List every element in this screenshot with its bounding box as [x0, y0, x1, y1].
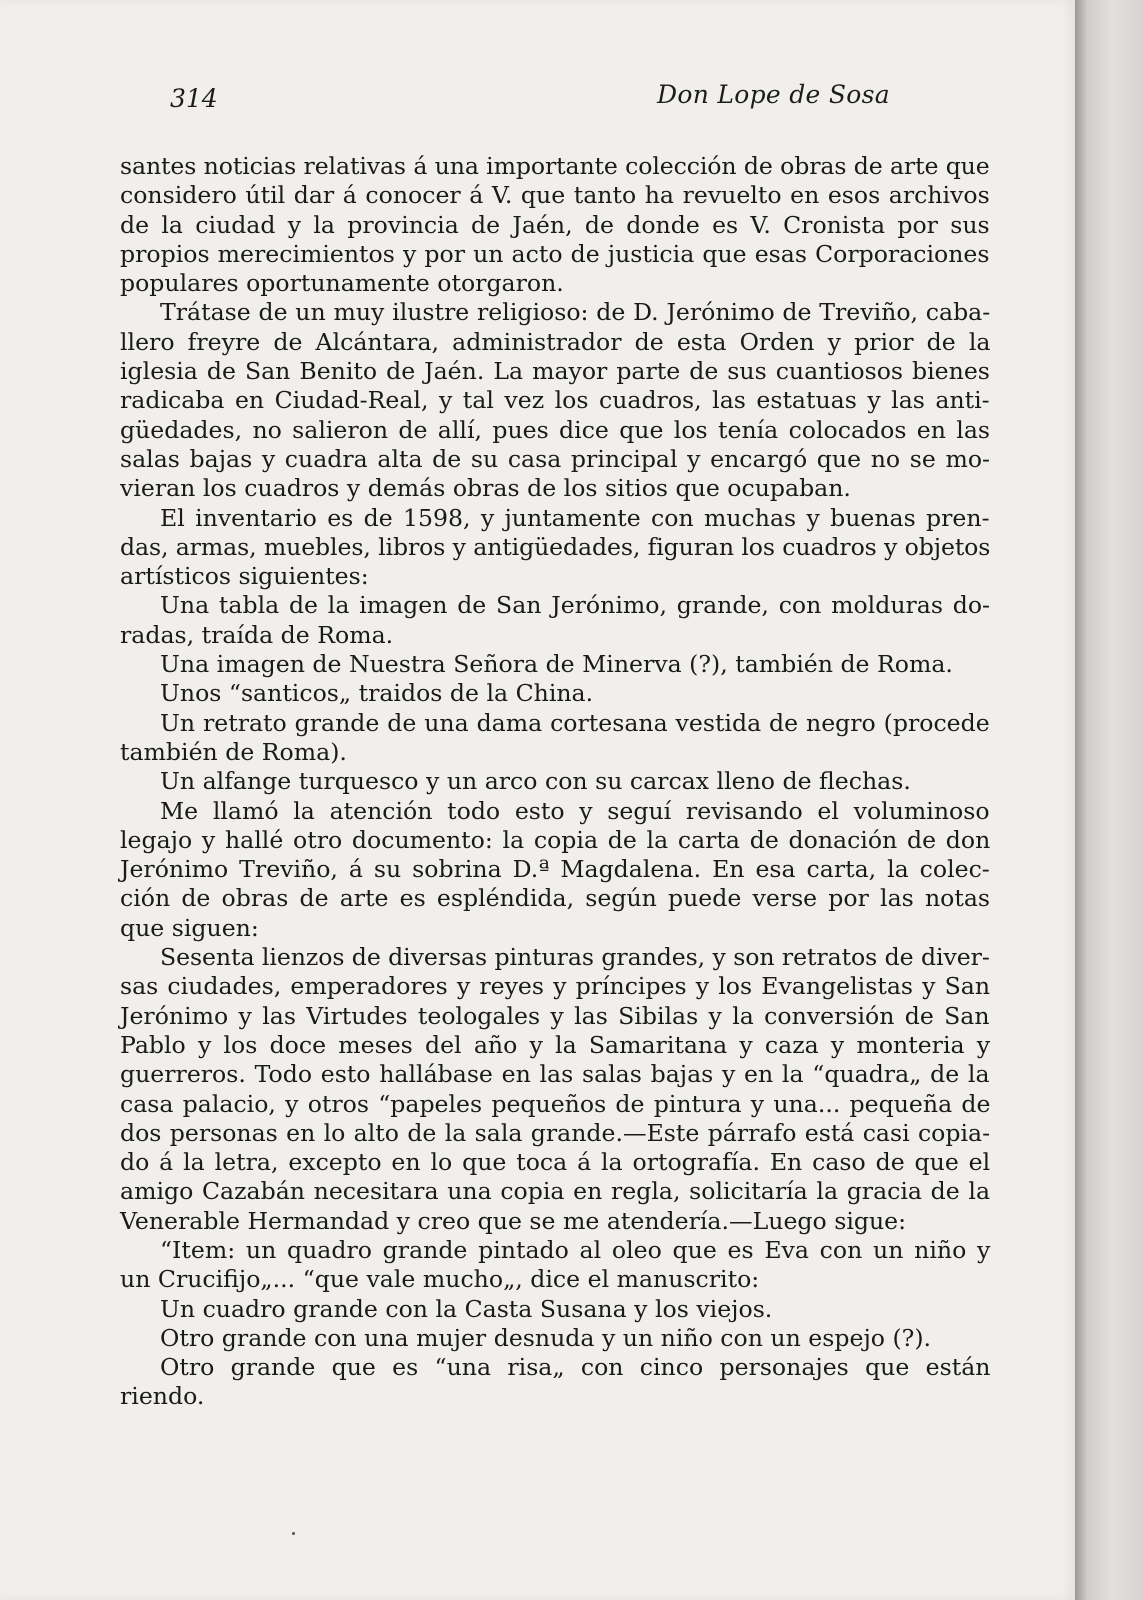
paragraph-start-line: Un cuadro grande con la Casta Susana y los viejos. — [160, 1294, 773, 1323]
page-number: 314 — [170, 84, 218, 113]
text-line: considero útil dar á conocer á V. que tanto ha revuelto en esos archivos — [120, 181, 990, 210]
paragraph-start-line: Un alfange turquesco y un arco con su carcax lleno de flechas. — [160, 767, 911, 796]
text-line: Pablo y los doce meses del año y la Samaritana y caza y monteria y — [120, 1030, 991, 1059]
text-line: que siguen: — [120, 913, 259, 942]
text-line: guerreros. Todo esto hallábase en las salas bajas y en la “quadra„ de la — [120, 1060, 990, 1089]
text-line: riendo. — [120, 1382, 205, 1411]
text-line: Jerónimo y las Virtudes teologales y las Sibilas y la conversión de San — [120, 1001, 990, 1030]
text-line: santes noticias relativas á una importante colección de obras de arte que — [120, 152, 990, 180]
paragraph-start-line: Una imagen de Nuestra Señora de Minerva (?), también de Roma. — [160, 650, 953, 679]
paragraph-start-line: Otro grande que es “una risa„ con cinco personajes que están — [160, 1353, 991, 1382]
text-line: vieran los cuadros y demás obras de los sitios que ocupaban. — [120, 474, 851, 503]
page-gutter-shadow — [1075, 0, 1143, 1600]
text-line: casa palacio, y otros “papeles pequeños de pintura y una... pequeña de — [120, 1089, 991, 1118]
paragraph-start-line: Unos “santicos„ traidos de la China. — [160, 679, 594, 708]
text-line: sas ciudades, emperadores y reyes y príncipes y los Evangelistas y San — [120, 972, 991, 1001]
text-line: amigo Cazabán necesitara una copia en regla, solicitaría la gracia de la — [120, 1177, 991, 1206]
text-line: artísticos siguientes: — [120, 562, 369, 591]
text-line: Jerónimo Treviño, á su sobrina D.ª Magdalena. En esa carta, la colec- — [120, 855, 990, 884]
text-line: radas, traída de Roma. — [120, 620, 394, 649]
paragraph-start-line: Me llamó la atención todo esto y seguí revisando el voluminoso — [160, 796, 990, 825]
text-line: también de Roma). — [120, 737, 347, 766]
text-line: populares oportunamente otorgaron. — [120, 269, 564, 298]
running-head — [120, 78, 890, 124]
text-line: iglesia de San Benito de Jaén. La mayor parte de sus cuantiosos bienes — [120, 357, 990, 386]
body-text — [120, 152, 990, 1412]
text-line: güedades, no salieron de allí, pues dice que los tenía colocados en las — [120, 415, 990, 444]
text-line: dos personas en lo alto de la sala grande.—Este párrafo está casi copia- — [120, 1118, 991, 1147]
text-line: Venerable Hermandad y creo que se me atendería.—Luego sigue: — [120, 1206, 907, 1235]
text-line: un Crucifijo„... “que vale mucho„, dice el manuscrito: — [120, 1265, 760, 1294]
paragraph-start-line: Un retrato grande de una dama cortesana vestida de negro (procede — [160, 708, 990, 737]
paragraph-start-line: Trátase de un muy ilustre religioso: de D. Jerónimo de Treviño, caba- — [160, 298, 991, 327]
paragraph-start-line: Una tabla de la imagen de San Jerónimo, grande, con molduras do- — [160, 591, 991, 620]
text-line: de la ciudad y la provincia de Jaén, de donde es V. Cronista por sus — [120, 210, 990, 239]
paragraph-start-line: Sesenta lienzos de diversas pinturas grandes, y son retratos de diver- — [160, 943, 990, 972]
text-line: legajo y hallé otro documento: la copia de la carta de donación de don — [120, 825, 991, 854]
text-line: das, armas, muebles, libros y antigüedades, figuran los cuadros y objetos — [120, 532, 991, 561]
paragraph-start-line: Otro grande con una mujer desnuda y un niño con un espejo (?). — [160, 1323, 932, 1352]
paragraph-start-line: “Item: un quadro grande pintado al oleo que es Eva con un niño y — [160, 1235, 991, 1264]
text-line: salas bajas y cuadra alta de su casa principal y encargó que no se mo- — [120, 444, 991, 473]
text-line: do á la letra, excepto en lo que toca á la ortografía. En caso de que el — [120, 1148, 991, 1177]
paragraph-start-line: El inventario es de 1598, y juntamente con muchas y buenas pren- — [160, 503, 990, 532]
text-line: ción de obras de arte es espléndida, según puede verse por las notas — [120, 884, 990, 913]
text-line: radicaba en Ciudad-Real, y tal vez los cuadros, las estatuas y las anti- — [120, 386, 990, 415]
print-speck — [292, 1532, 295, 1535]
text-line: llero freyre de Alcántara, administrador de esta Orden y prior de la — [120, 327, 991, 356]
book-title: Don Lope de Sosa — [657, 80, 890, 109]
text-line: propios merecimientos y por un acto de justicia que esas Corporaciones — [120, 239, 990, 268]
